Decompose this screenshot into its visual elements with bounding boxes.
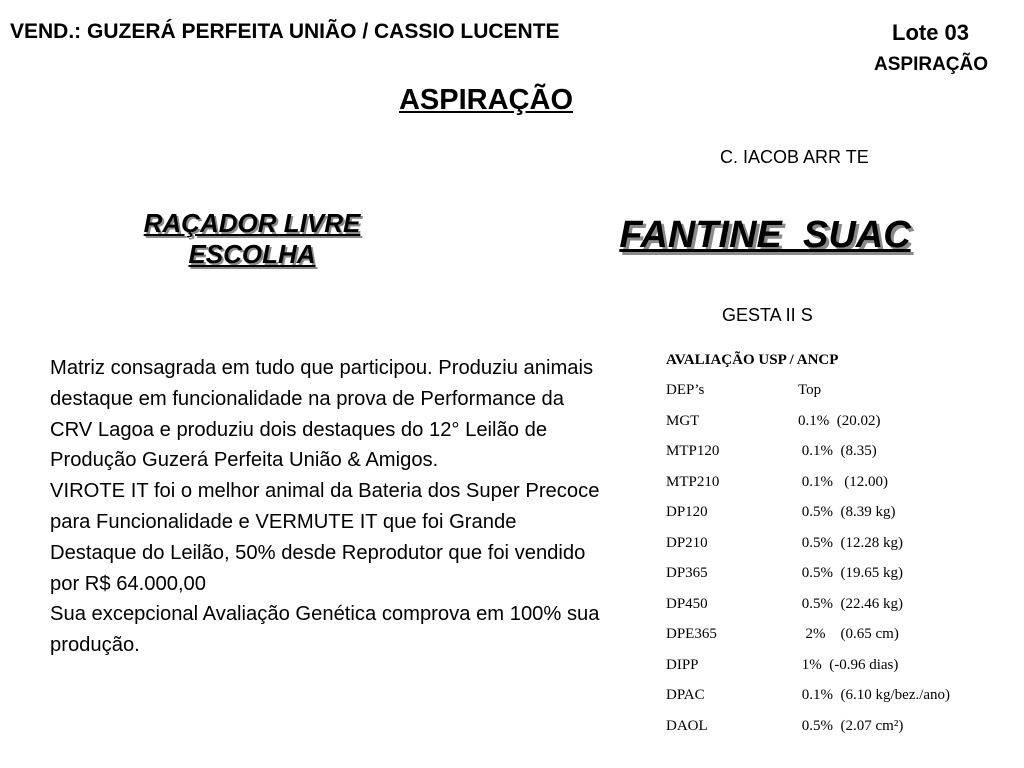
evaluation-value: 0.1% (12.00) xyxy=(798,473,888,490)
evaluation-key: DIPP xyxy=(666,656,699,673)
evaluation-key: DP365 xyxy=(666,565,708,581)
gestation-status: GESTA II S xyxy=(722,305,813,325)
evaluation-key: DP210 xyxy=(666,534,708,551)
evaluation-key: DPAC xyxy=(666,687,705,703)
description xyxy=(50,353,602,661)
evaluation-key: MTP120 xyxy=(666,443,720,459)
evaluation-value: 0.1% (6.10 kg/bez./ano) xyxy=(798,687,951,703)
evaluation-value: 0.5% (2.07 cm²) xyxy=(798,717,904,734)
description-paragraph: Sua excepcional Avaliação Genética comprova em 100% sua produção. xyxy=(50,603,600,657)
vendor-header: VEND.: GUZERÁ PERFEITA UNIÃO / CASSIO LUCENTE xyxy=(10,20,560,43)
evaluation-value: 2% (0.65 cm) xyxy=(798,626,899,642)
evaluation-key: DPE365 xyxy=(666,626,717,642)
racador-label-line2: ESCOLHA xyxy=(188,239,316,269)
lot-subtitle: ASPIRAÇÃO xyxy=(874,54,989,75)
evaluation-key: DEP’s xyxy=(666,382,705,398)
description-paragraph: VIROTE IT foi o melhor animal da Bateria dos Super Precoce para Funcionalidade e VERMUTE IT que foi Grande Destaque do Leilão, 50% desde Reprodutor que foi vendido por R$ 64.000,00 xyxy=(50,480,600,595)
evaluation-key: DP450 xyxy=(666,595,708,612)
evaluation-value: Top xyxy=(798,382,822,398)
evaluation-value: 0.5% (19.65 kg) xyxy=(798,565,903,581)
animal-name: FANTINE SUAC xyxy=(619,214,911,256)
evaluation-key: MGT xyxy=(666,412,700,429)
evaluation-value: 0.1% (8.35) xyxy=(798,443,877,459)
evaluation-value: 0.5% (12.28 kg) xyxy=(798,534,903,551)
description-paragraph: Matriz consagrada em tudo que participou. Produziu animais destaque em funcionalidade na prova de Performance da CRV Lagoa e produziu dois destaques do 12° Leilão de Produção Guzerá Perfeita União & Amigos. xyxy=(50,357,594,472)
racador-label-line1: RAÇADOR LIVRE xyxy=(143,208,361,238)
evaluation-title: AVALIAÇÃO USP / ANCP xyxy=(666,352,839,368)
page-title: ASPIRAÇÃO xyxy=(398,84,573,116)
sire-name: C. IACOB ARR TE xyxy=(720,147,869,167)
lot-number: Lote 03 xyxy=(892,20,970,45)
evaluation-value: 0.5% (22.46 kg) xyxy=(798,595,903,612)
evaluation-key: DAOL xyxy=(666,717,708,734)
evaluation-value: 1% (-0.96 dias) xyxy=(798,656,899,673)
evaluation-key: DP120 xyxy=(666,504,708,520)
evaluation-value: 0.5% (8.39 kg) xyxy=(798,504,896,520)
evaluation-key: MTP210 xyxy=(666,473,720,490)
evaluation-value: 0.1% (20.02) xyxy=(798,412,881,429)
racador-label xyxy=(100,208,404,270)
